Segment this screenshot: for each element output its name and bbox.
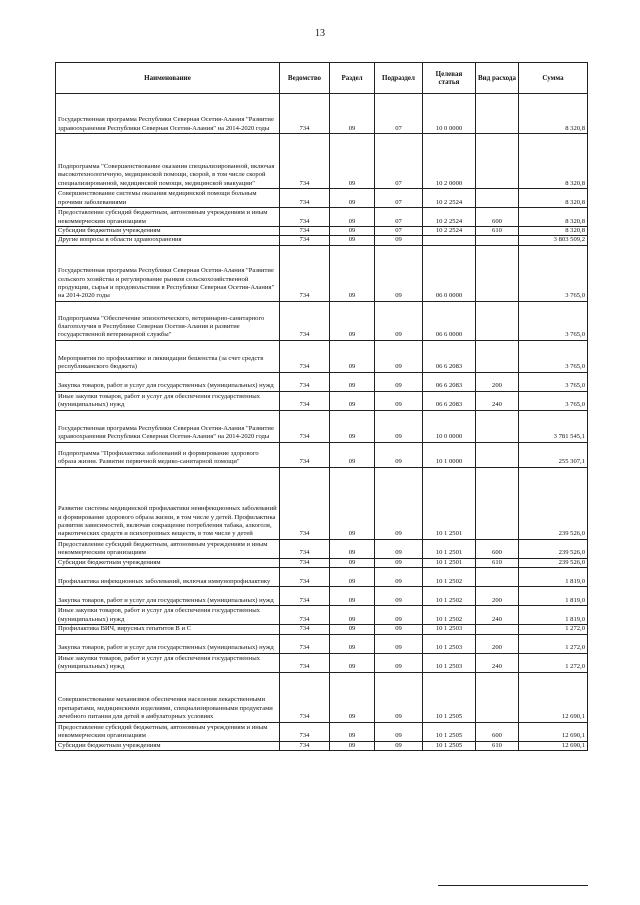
row-name: Субсидии бюджетным учреждениям (56, 741, 280, 750)
row-subsection: 09 (375, 587, 423, 606)
row-dept: 734 (280, 587, 330, 606)
row-sum: 8 320,8 (519, 227, 588, 236)
row-expense: 600 (476, 539, 519, 558)
row-dept: 734 (280, 227, 330, 236)
row-sum: 8 320,8 (519, 189, 588, 208)
row-target: 06 6 2083 (423, 340, 476, 372)
row-dept: 734 (280, 442, 330, 467)
row-subsection: 07 (375, 189, 423, 208)
row-section: 09 (330, 372, 375, 391)
row-name: Совершенствование механизмов обеспечения населения лекарственными препаратами, медицинскими изделиями, специализированными продуктами лечебного питания для детей в амбулаторных условиях (56, 672, 280, 722)
row-name: Профилактика ВИЧ, вирусных гепатитов В и С (56, 625, 280, 634)
row-dept: 734 (280, 722, 330, 741)
row-target: 10 1 2505 (423, 672, 476, 722)
row-expense (476, 340, 519, 372)
row-name: Другие вопросы в области здравоохранения (56, 236, 280, 245)
row-subsection: 09 (375, 672, 423, 722)
row-expense (476, 467, 519, 539)
row-expense: 600 (476, 208, 519, 227)
row-section: 09 (330, 134, 375, 189)
page-number: 13 (315, 28, 325, 39)
row-subsection: 09 (375, 301, 423, 340)
row-target: 10 1 2503 (423, 634, 476, 653)
row-name: Совершенствование системы оказания медицинской помощи больным прочими заболеваниями (56, 189, 280, 208)
row-target: 10 1 0000 (423, 442, 476, 467)
row-expense (476, 442, 519, 467)
row-section: 09 (330, 208, 375, 227)
row-name: Подпрограмма "Обеспечение эпизоотического, ветеринарно-санитарного благополучия в Республике Северная Осетия-Алания и развитие государственной ветеринарной службы" (56, 301, 280, 340)
row-target: 10 1 2502 (423, 606, 476, 625)
row-sum: 239 526,0 (519, 558, 588, 567)
table-row (56, 208, 588, 227)
row-section: 09 (330, 558, 375, 567)
row-dept: 734 (280, 189, 330, 208)
table-row (56, 722, 588, 741)
row-target: 10 1 2503 (423, 653, 476, 672)
row-dept: 734 (280, 301, 330, 340)
row-sum: 12 690,1 (519, 741, 588, 750)
row-subsection: 09 (375, 442, 423, 467)
row-section: 09 (330, 672, 375, 722)
row-name: Предоставление субсидий бюджетным, автономным учреждениям и иным некоммерческим организациям (56, 722, 280, 741)
row-expense: 240 (476, 391, 519, 410)
row-dept: 734 (280, 94, 330, 134)
row-name: Иные закупки товаров, работ и услуг для обеспечения государственных (муниципальных) нужд (56, 391, 280, 410)
row-subsection: 09 (375, 653, 423, 672)
row-sum: 3 765,0 (519, 301, 588, 340)
row-target: 10 1 2501 (423, 558, 476, 567)
row-sum: 3 765,0 (519, 245, 588, 301)
row-section: 09 (330, 722, 375, 741)
row-name: Подпрограмма "Совершенствование оказания специализированной, включая высокотехнологичную, медицинской помощи, скорой, в том числе скорой специализированной, медицинской помощи, медицинской эвакуации" (56, 134, 280, 189)
row-sum: 1 819,0 (519, 568, 588, 587)
table-row (56, 467, 588, 539)
row-dept: 734 (280, 410, 330, 442)
table-row (56, 340, 588, 372)
header-target: Целевая статья (423, 63, 476, 94)
row-expense (476, 410, 519, 442)
row-sum: 1 819,0 (519, 606, 588, 625)
row-section: 09 (330, 568, 375, 587)
table-row (56, 236, 588, 245)
table-row (56, 741, 588, 750)
row-expense: 200 (476, 587, 519, 606)
row-section: 09 (330, 94, 375, 134)
row-target: 06 6 2083 (423, 372, 476, 391)
table-row (56, 558, 588, 567)
row-name: Профилактика инфекционных заболеваний, включая иммунопрофилактику (56, 568, 280, 587)
row-expense (476, 625, 519, 634)
row-section: 09 (330, 245, 375, 301)
row-subsection: 09 (375, 558, 423, 567)
row-sum: 1 272,0 (519, 653, 588, 672)
row-section: 09 (330, 442, 375, 467)
row-subsection: 09 (375, 391, 423, 410)
row-name: Государственная программа Республики Северная Осетия-Алания "Развитие сельского хозяйства и регулирование рынков сельскохозяйственной продукции, сырья и продовольствия в Республике Северная Осетия-Алания" на 2014-2020 годы (56, 245, 280, 301)
row-dept: 734 (280, 208, 330, 227)
table-row (56, 410, 588, 442)
row-sum: 3 765,0 (519, 372, 588, 391)
row-subsection: 07 (375, 208, 423, 227)
table-row (56, 634, 588, 653)
row-dept: 734 (280, 634, 330, 653)
table-row (56, 672, 588, 722)
row-dept: 734 (280, 653, 330, 672)
row-section: 09 (330, 634, 375, 653)
row-name: Развитие системы медицинской профилактики неинфекционных заболеваний и формирование здорового образа жизни, в том числе у детей. Профилактика развития зависимостей, включая сокращение потребления табака, алкоголя, наркотических средств и психотропных веществ, в том числе у детей (56, 467, 280, 539)
row-sum: 3 765,0 (519, 391, 588, 410)
row-sum: 3 765,0 (519, 340, 588, 372)
row-dept: 734 (280, 625, 330, 634)
row-name: Субсидии бюджетным учреждениям (56, 558, 280, 567)
row-subsection: 09 (375, 741, 423, 750)
row-name: Иные закупки товаров, работ и услуг для обеспечения государственных (муниципальных) нужд (56, 653, 280, 672)
row-dept: 734 (280, 606, 330, 625)
table-row (56, 301, 588, 340)
row-subsection: 09 (375, 722, 423, 741)
row-expense: 610 (476, 741, 519, 750)
row-dept: 734 (280, 467, 330, 539)
row-target: 06 6 2083 (423, 391, 476, 410)
row-sum: 255 307,1 (519, 442, 588, 467)
row-subsection: 09 (375, 467, 423, 539)
budget-table (55, 62, 588, 751)
row-name: Субсидии бюджетным учреждениям (56, 227, 280, 236)
row-target: 10 1 2502 (423, 568, 476, 587)
row-section: 09 (330, 189, 375, 208)
row-subsection: 07 (375, 94, 423, 134)
row-expense: 600 (476, 722, 519, 741)
table-header-row (56, 63, 588, 94)
row-target: 10 2 2524 (423, 227, 476, 236)
row-target: 10 2 2524 (423, 189, 476, 208)
row-dept: 734 (280, 372, 330, 391)
row-name: Закупка товаров, работ и услуг для государственных (муниципальных) нужд (56, 634, 280, 653)
row-expense: 240 (476, 606, 519, 625)
row-subsection: 09 (375, 625, 423, 634)
table-row (56, 442, 588, 467)
row-expense: 610 (476, 558, 519, 567)
row-dept: 734 (280, 568, 330, 587)
table-row (56, 245, 588, 301)
row-target: 10 2 0000 (423, 134, 476, 189)
row-subsection: 09 (375, 245, 423, 301)
row-section: 09 (330, 653, 375, 672)
row-name: Государственная программа Республики Северная Осетия-Алания "Развитие здравоохранения Республики Северная Осетия-Алания" на 2014-2020 годы (56, 410, 280, 442)
row-subsection: 07 (375, 134, 423, 189)
row-target: 10 2 2524 (423, 208, 476, 227)
row-sum: 1 272,0 (519, 625, 588, 634)
table-row (56, 189, 588, 208)
row-sum: 1 819,0 (519, 587, 588, 606)
row-target: 10 1 2503 (423, 625, 476, 634)
row-expense (476, 189, 519, 208)
row-section: 09 (330, 539, 375, 558)
row-expense (476, 568, 519, 587)
row-subsection: 09 (375, 340, 423, 372)
row-subsection: 09 (375, 634, 423, 653)
row-name: Подпрограмма "Профилактика заболеваний и формирование здорового образа жизни. Развитие первичной медико-санитарной помощи" (56, 442, 280, 467)
table-row (56, 568, 588, 587)
row-name: Предоставление субсидий бюджетным, автономным учреждениям и иным некоммерческим организациям (56, 208, 280, 227)
row-name: Мероприятия по профилактике и ликвидации бешенства (за счет средств республиканского бюджета) (56, 340, 280, 372)
row-target: 10 0 0000 (423, 410, 476, 442)
table-row (56, 606, 588, 625)
row-sum: 239 526,0 (519, 467, 588, 539)
table-row (56, 625, 588, 634)
row-dept: 734 (280, 236, 330, 245)
row-dept: 734 (280, 340, 330, 372)
row-section: 09 (330, 587, 375, 606)
row-name: Предоставление субсидий бюджетным, автономным учреждениям и иным некоммерческим организациям (56, 539, 280, 558)
row-expense: 610 (476, 227, 519, 236)
header-expense: Вид расхода (476, 63, 519, 94)
row-sum: 1 272,0 (519, 634, 588, 653)
row-target: 10 1 2502 (423, 587, 476, 606)
row-name: Закупка товаров, работ и услуг для государственных (муниципальных) нужд (56, 372, 280, 391)
row-target: 10 1 2505 (423, 722, 476, 741)
row-sum: 3 781 545,1 (519, 410, 588, 442)
row-dept: 734 (280, 539, 330, 558)
row-sum: 8 320,8 (519, 134, 588, 189)
row-expense (476, 301, 519, 340)
row-expense (476, 94, 519, 134)
table-row (56, 539, 588, 558)
row-target: 06 0 0000 (423, 245, 476, 301)
header-sum: Сумма (519, 63, 588, 94)
row-section: 09 (330, 606, 375, 625)
row-target (423, 236, 476, 245)
row-subsection: 09 (375, 236, 423, 245)
row-expense (476, 236, 519, 245)
row-sum: 239 526,0 (519, 539, 588, 558)
row-target: 10 0 0000 (423, 94, 476, 134)
row-expense: 200 (476, 372, 519, 391)
row-subsection: 09 (375, 606, 423, 625)
table-row (56, 94, 588, 134)
table-row (56, 372, 588, 391)
row-sum: 12 690,1 (519, 672, 588, 722)
row-section: 09 (330, 227, 375, 236)
row-section: 09 (330, 391, 375, 410)
row-section: 09 (330, 236, 375, 245)
row-target: 06 6 0000 (423, 301, 476, 340)
table-row (56, 134, 588, 189)
row-sum: 12 690,1 (519, 722, 588, 741)
table-row (56, 653, 588, 672)
row-subsection: 09 (375, 568, 423, 587)
row-section: 09 (330, 467, 375, 539)
row-section: 09 (330, 741, 375, 750)
row-dept: 734 (280, 391, 330, 410)
row-dept: 734 (280, 741, 330, 750)
row-name: Закупка товаров, работ и услуг для государственных (муниципальных) нужд (56, 587, 280, 606)
row-section: 09 (330, 410, 375, 442)
header-dept: Ведомство (280, 63, 330, 94)
table-row (56, 587, 588, 606)
row-name: Государственная программа Республики Северная Осетия-Алания "Развитие здравоохранения Республики Северная Осетия-Алания" на 2014-2020 годы (56, 94, 280, 134)
row-section: 09 (330, 625, 375, 634)
row-dept: 734 (280, 134, 330, 189)
header-subsection: Подраздел (375, 63, 423, 94)
row-target: 10 1 2501 (423, 539, 476, 558)
row-subsection: 07 (375, 227, 423, 236)
row-subsection: 09 (375, 539, 423, 558)
row-dept: 734 (280, 672, 330, 722)
row-dept: 734 (280, 558, 330, 567)
row-expense (476, 134, 519, 189)
row-expense (476, 672, 519, 722)
footer-rule (438, 885, 588, 886)
row-section: 09 (330, 340, 375, 372)
header-name: Наименование (56, 63, 280, 94)
row-target: 10 1 2505 (423, 741, 476, 750)
row-subsection: 09 (375, 372, 423, 391)
row-expense: 240 (476, 653, 519, 672)
row-target: 10 1 2501 (423, 467, 476, 539)
row-sum: 8 320,8 (519, 208, 588, 227)
table-row (56, 227, 588, 236)
row-expense: 200 (476, 634, 519, 653)
row-sum: 3 803 509,2 (519, 236, 588, 245)
row-expense (476, 245, 519, 301)
row-name: Иные закупки товаров, работ и услуг для обеспечения государственных (муниципальных) нужд (56, 606, 280, 625)
table-row (56, 391, 588, 410)
row-sum: 8 320,8 (519, 94, 588, 134)
row-section: 09 (330, 301, 375, 340)
header-section: Раздел (330, 63, 375, 94)
row-dept: 734 (280, 245, 330, 301)
row-subsection: 09 (375, 410, 423, 442)
